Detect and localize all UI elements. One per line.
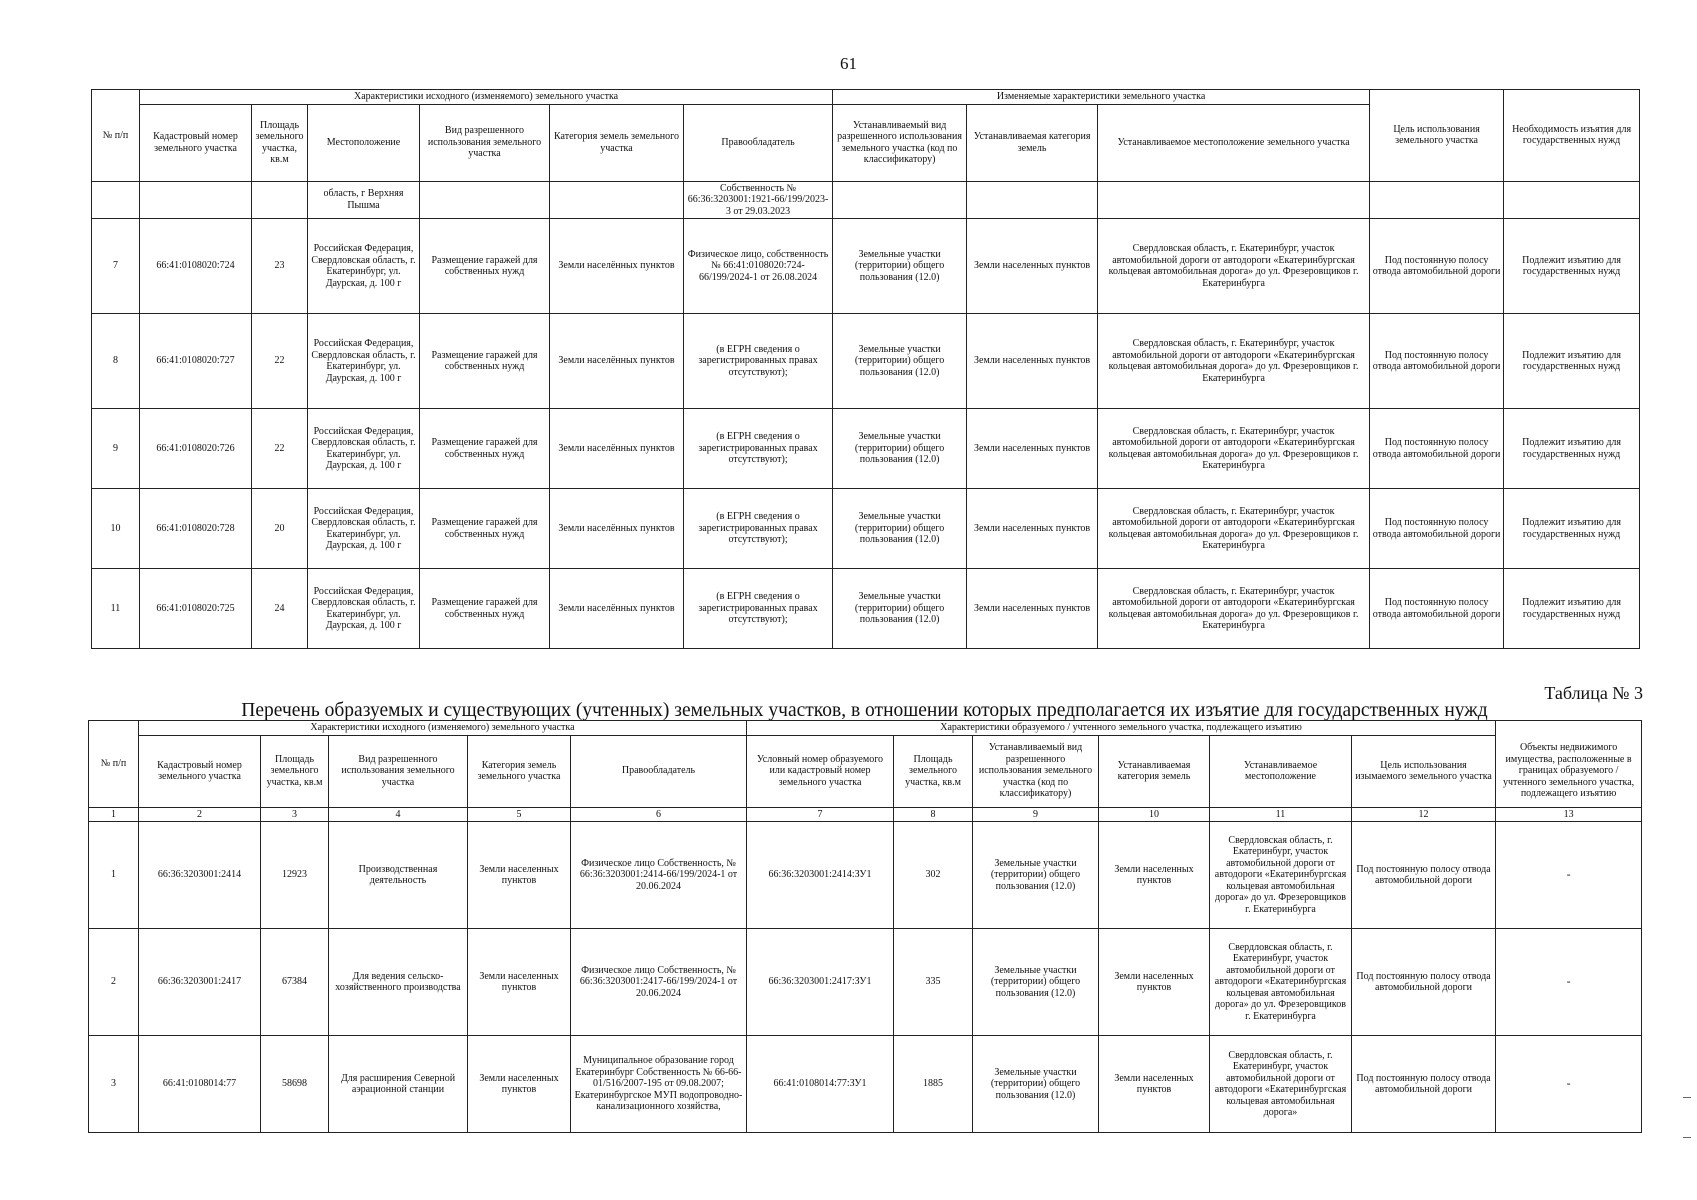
cell-need: Подлежит изъятию для государственных нужд xyxy=(1504,314,1640,409)
cell-new-use: Земельные участки (территории) общего пользования (12.0) xyxy=(833,409,967,489)
cell-need: Подлежит изъятию для государственных нужд xyxy=(1504,569,1640,649)
table-row xyxy=(89,1036,1642,1133)
header-num: № п/п xyxy=(89,721,139,808)
table-row xyxy=(89,929,1642,1036)
scan-mark xyxy=(1683,1137,1691,1138)
cell-purpose: Под постоянную полосу отвода автомобильной дороги xyxy=(1370,314,1504,409)
cell-cond-num: 66:36:3203001:2417:ЗУ1 xyxy=(747,929,894,1036)
cell-use: Размещение гаражей для собственных нужд xyxy=(420,409,550,489)
cell-category: Земли населенных пунктов xyxy=(468,929,571,1036)
col-number: 3 xyxy=(261,807,329,822)
cell-category: Земли населенных пунктов xyxy=(468,1036,571,1133)
header-new-location: Устанавливаемое местоположение земельного участка xyxy=(1098,104,1370,181)
cell-area: 67384 xyxy=(261,929,329,1036)
cell-category: Земли населённых пунктов xyxy=(550,569,684,649)
cell-category: Земли населённых пунктов xyxy=(550,219,684,314)
col-number: 1 xyxy=(89,807,139,822)
cell-need: Подлежит изъятию для государственных нужд xyxy=(1504,409,1640,489)
cell-owner: (в ЕГРН сведения о зарегистрированных правах отсутствуют); xyxy=(684,314,833,409)
cell-use: Для расширения Северной аэрационной станции xyxy=(329,1036,468,1133)
header-new-category: Устанавливаемая категория земель xyxy=(967,104,1098,181)
header-new-use: Устанавливаемый вид разрешенного использования земельного участка (код по классификатору) xyxy=(973,735,1099,807)
cell-new-category: Земли населенных пунктов xyxy=(967,409,1098,489)
cell-use: Размещение гаражей для собственных нужд xyxy=(420,489,550,569)
header-area: Площадь земельного участка, кв.м xyxy=(252,104,308,181)
cell-use: Размещение гаражей для собственных нужд xyxy=(420,569,550,649)
col-number: 8 xyxy=(894,807,973,822)
cell-owner: Физическое лицо Собственность, № 66:36:3203001:2417-66/199/2024-1 от 20.06.2024 xyxy=(571,929,747,1036)
scan-mark xyxy=(1683,1097,1691,1098)
cell-cadastral: 66:41:0108014:77 xyxy=(139,1036,261,1133)
cell-area: 23 xyxy=(252,219,308,314)
cell-num: 8 xyxy=(92,314,140,409)
cell-objects: - xyxy=(1496,822,1642,929)
header-owner: Правообладатель xyxy=(571,735,747,807)
cell-cadastral: 66:41:0108020:726 xyxy=(140,409,252,489)
group-source-header: Характеристики исходного (изменяемого) земельного участка xyxy=(139,721,747,736)
cell-new-location: Свердловская область, г. Екатеринбург, участок автомобильной дороги от автодороги «Екатеринбургская кольцевая автомобильная дорога» до ул. Фрезеровщиков г. Екатеринбурга xyxy=(1098,219,1370,314)
cell-need: Подлежит изъятию для государственных нужд xyxy=(1504,219,1640,314)
cell-use: Для ведения сельско-хозяйственного производства xyxy=(329,929,468,1036)
header-cadastral: Кадастровый номер земельного участка xyxy=(139,735,261,807)
cell-cadastral: 66:36:3203001:2417 xyxy=(139,929,261,1036)
header-new-location: Устанавливаемое местоположение xyxy=(1210,735,1352,807)
table-row xyxy=(92,219,1640,314)
group-formed-header: Характеристики образуемого / учтенного земельного участка, подлежащего изъятию xyxy=(747,721,1496,736)
seizure-parcels-table xyxy=(88,720,1642,1133)
cell-new-use: Земельные участки (территории) общего пользования (12.0) xyxy=(833,569,967,649)
cell-purpose: Под постоянную полосу отвода автомобильной дороги xyxy=(1370,219,1504,314)
header-objects: Объекты недвижимого имущества, расположенные в границах образуемого / учтенного земельного участка, подлежащего изъятию xyxy=(1496,735,1642,807)
header-new-area: Площадь земельного участка, кв.м xyxy=(894,735,973,807)
cell-location: Российская Федерация, Свердловская область, г. Екатеринбург, ул. Даурская, д. 100 г xyxy=(308,489,420,569)
cell-purpose: Под постоянную полосу отвода автомобильной дороги xyxy=(1352,1036,1496,1133)
cell-new-category: Земли населенных пунктов xyxy=(967,219,1098,314)
cell-location: Российская Федерация, Свердловская область, г. Екатеринбург, ул. Даурская, д. 100 г xyxy=(308,314,420,409)
cell-owner: (в ЕГРН сведения о зарегистрированных правах отсутствуют); xyxy=(684,489,833,569)
header-use: Вид разрешенного использования земельного участка xyxy=(420,104,550,181)
cell-category: Земли населенных пунктов xyxy=(468,822,571,929)
cell-owner: Физическое лицо, собственность № 66:41:0108020:724-66/199/2024-1 от 26.08.2024 xyxy=(684,219,833,314)
header-purpose: Цель использования изымаемого земельного участка xyxy=(1352,735,1496,807)
cell-new-category: Земли населенных пунктов xyxy=(1099,1036,1210,1133)
cell-location: область, г Верхняя Пышма xyxy=(308,181,420,219)
cell-purpose: Под постоянную полосу отвода автомобильной дороги xyxy=(1352,929,1496,1036)
cell-cadastral: 66:36:3203001:2414 xyxy=(139,822,261,929)
cell-area: 24 xyxy=(252,569,308,649)
cell-new-category: Земли населенных пунктов xyxy=(967,314,1098,409)
cell-cadastral: 66:41:0108020:725 xyxy=(140,569,252,649)
cell-cadastral: 66:41:0108020:727 xyxy=(140,314,252,409)
header-area: Площадь земельного участка, кв.м xyxy=(261,735,329,807)
header-cond-num: Условный номер образуемого или кадастровый номер земельного участка xyxy=(747,735,894,807)
cell-new-category: Земли населенных пунктов xyxy=(1099,822,1210,929)
cell-cadastral: 66:41:0108020:724 xyxy=(140,219,252,314)
cell-new-area: 1885 xyxy=(894,1036,973,1133)
cell-new-category: Земли населенных пунктов xyxy=(967,569,1098,649)
cell-new-use: Земельные участки (территории) общего пользования (12.0) xyxy=(833,489,967,569)
cell-area: 58698 xyxy=(261,1036,329,1133)
cell-area: 12923 xyxy=(261,822,329,929)
cell-num: 1 xyxy=(89,822,139,929)
cell-num: 11 xyxy=(92,569,140,649)
cell-new-location: Свердловская область, г. Екатеринбург, участок автомобильной дороги от автодороги «Екатеринбургская кольцевая автомобильная дорога» до ул. Фрезеровщиков г. Екатеринбурга xyxy=(1098,409,1370,489)
cell-new-location: Свердловская область, г. Екатеринбург, участок автомобильной дороги от автодороги «Екатеринбургская кольцевая автомобильная дорога» до ул. Фрезеровщиков г. Екатеринбурга xyxy=(1210,929,1352,1036)
cell-new-location: Свердловская область, г. Екатеринбург, участок автомобильной дороги от автодороги «Екатеринбургская кольцевая автомобильная дорога» до ул. Фрезеровщиков г. Екатеринбурга xyxy=(1098,489,1370,569)
cell-new-location: Свердловская область, г. Екатеринбург, участок автомобильной дороги от автодороги «Екатеринбургская кольцевая автомобильная дорога» до ул. Фрезеровщиков г. Екатеринбурга xyxy=(1098,314,1370,409)
cell-location: Российская Федерация, Свердловская область, г. Екатеринбург, ул. Даурская, д. 100 г xyxy=(308,569,420,649)
table-row xyxy=(92,409,1640,489)
cell-category: Земли населённых пунктов xyxy=(550,314,684,409)
header-category: Категория земель земельного участка xyxy=(550,104,684,181)
col-number: 10 xyxy=(1099,807,1210,822)
cell-category: Земли населённых пунктов xyxy=(550,489,684,569)
cell-new-use: Земельные участки (территории) общего пользования (12.0) xyxy=(833,314,967,409)
header-num: № п/п xyxy=(92,90,140,182)
table-row xyxy=(92,569,1640,649)
cell-objects: - xyxy=(1496,1036,1642,1133)
table-row xyxy=(89,822,1642,929)
cell-cadastral: 66:41:0108020:728 xyxy=(140,489,252,569)
table-row xyxy=(92,314,1640,409)
cell-owner: Муниципальное образование город Екатеринбург Собственность № 66-66-01/516/2007-195 от 09.08.2007; Екатеринбургское МУП водопроводно-канализационного хозяйства, xyxy=(571,1036,747,1133)
col-number: 9 xyxy=(973,807,1099,822)
cell-new-use: Земельные участки (территории) общего пользования (12.0) xyxy=(973,929,1099,1036)
header-location: Местоположение xyxy=(308,104,420,181)
cell-area: 20 xyxy=(252,489,308,569)
cell-area: 22 xyxy=(252,409,308,489)
cell-location: Российская Федерация, Свердловская область, г. Екатеринбург, ул. Даурская, д. 100 г xyxy=(308,409,420,489)
cell-location: Российская Федерация, Свердловская область, г. Екатеринбург, ул. Даурская, д. 100 г xyxy=(308,219,420,314)
cell-new-use: Земельные участки (территории) общего пользования (12.0) xyxy=(973,822,1099,929)
cell-use: Производственная деятельность xyxy=(329,822,468,929)
col-number: 11 xyxy=(1210,807,1352,822)
cell-purpose: Под постоянную полосу отвода автомобильной дороги xyxy=(1370,409,1504,489)
cell-new-category: Земли населенных пунктов xyxy=(1099,929,1210,1036)
cell-new-use: Земельные участки (территории) общего пользования (12.0) xyxy=(833,219,967,314)
column-numbers-row xyxy=(89,807,1642,822)
cell-owner: (в ЕГРН сведения о зарегистрированных правах отсутствуют); xyxy=(684,409,833,489)
cell-num: 9 xyxy=(92,409,140,489)
table-row xyxy=(92,489,1640,569)
cell-new-location: Свердловская область, г. Екатеринбург, участок автомобильной дороги от автодороги «Екатеринбургская кольцевая автомобильная дорога» до ул. Фрезеровщиков г. Екатеринбурга xyxy=(1210,822,1352,929)
cell-use: Размещение гаражей для собственных нужд xyxy=(420,314,550,409)
cell-owner: (в ЕГРН сведения о зарегистрированных правах отсутствуют); xyxy=(684,569,833,649)
col-number: 12 xyxy=(1352,807,1496,822)
cell-new-area: 302 xyxy=(894,822,973,929)
cell-num: 7 xyxy=(92,219,140,314)
cell-purpose: Под постоянную полосу отвода автомобильной дороги xyxy=(1370,569,1504,649)
header-cadastral: Кадастровый номер земельного участка xyxy=(140,104,252,181)
group-source-header: Характеристики исходного (изменяемого) земельного участка xyxy=(140,90,833,105)
cell-new-use: Земельные участки (территории) общего пользования (12.0) xyxy=(973,1036,1099,1133)
header-purpose: Цель использования земельного участка xyxy=(1370,90,1504,182)
cell-area: 22 xyxy=(252,314,308,409)
header-category: Категория земель земельного участка xyxy=(468,735,571,807)
group-changed-header: Изменяемые характеристики земельного участка xyxy=(833,90,1370,105)
cell-need: Подлежит изъятию для государственных нужд xyxy=(1504,489,1640,569)
cell-cond-num: 66:41:0108014:77:ЗУ1 xyxy=(747,1036,894,1133)
col-number: 5 xyxy=(468,807,571,822)
header-use: Вид разрешенного использования земельного участка xyxy=(329,735,468,807)
cell-num: 2 xyxy=(89,929,139,1036)
cell-new-area: 335 xyxy=(894,929,973,1036)
header-need: Необходимость изъятия для государственных нужд xyxy=(1504,90,1640,182)
col-number: 13 xyxy=(1496,807,1642,822)
cell-owner: Собственность № 66:36:3203001:1921-66/199/2023-3 от 29.03.2023 xyxy=(684,181,833,219)
col-number: 2 xyxy=(139,807,261,822)
header-new-category: Устанавливаемая категория земель xyxy=(1099,735,1210,807)
cell-use: Размещение гаражей для собственных нужд xyxy=(420,219,550,314)
header-new-use: Устанавливаемый вид разрешенного использования земельного участка (код по классификатору) xyxy=(833,104,967,181)
cell-num: 10 xyxy=(92,489,140,569)
table-title: Перечень образуемых и существующих (учтенных) земельных участков, в отношении которых предполагается их изъятие для государственных нужд xyxy=(241,700,1488,721)
header-owner: Правообладатель xyxy=(684,104,833,181)
table-row-continuation xyxy=(92,181,1640,219)
cell-purpose: Под постоянную полосу отвода автомобильной дороги xyxy=(1370,489,1504,569)
cell-owner: Физическое лицо Собственность, № 66:36:3203001:2414-66/199/2024-1 от 20.06.2024 xyxy=(571,822,747,929)
cell-cond-num: 66:36:3203001:2414:ЗУ1 xyxy=(747,822,894,929)
cell-num: 3 xyxy=(89,1036,139,1133)
cell-new-category: Земли населенных пунктов xyxy=(967,489,1098,569)
cell-objects: - xyxy=(1496,929,1642,1036)
table-label: Таблица № 3 xyxy=(1544,683,1643,703)
col-number: 6 xyxy=(571,807,747,822)
cell-purpose: Под постоянную полосу отвода автомобильной дороги xyxy=(1352,822,1496,929)
col-number: 4 xyxy=(329,807,468,822)
cell-new-location: Свердловская область, г. Екатеринбург, участок автомобильной дороги от автодороги «Екатеринбургская кольцевая автомобильная дорога» до ул. Фрезеровщиков г. Екатеринбурга xyxy=(1098,569,1370,649)
parcels-table-continued xyxy=(91,89,1640,649)
cell-new-location: Свердловская область, г. Екатеринбург, участок автомобильной дороги от автодороги «Екатеринбургская кольцевая автомобильная дорога» xyxy=(1210,1036,1352,1133)
col-number: 7 xyxy=(747,807,894,822)
cell-category: Земли населённых пунктов xyxy=(550,409,684,489)
page-number: 61 xyxy=(840,54,857,73)
